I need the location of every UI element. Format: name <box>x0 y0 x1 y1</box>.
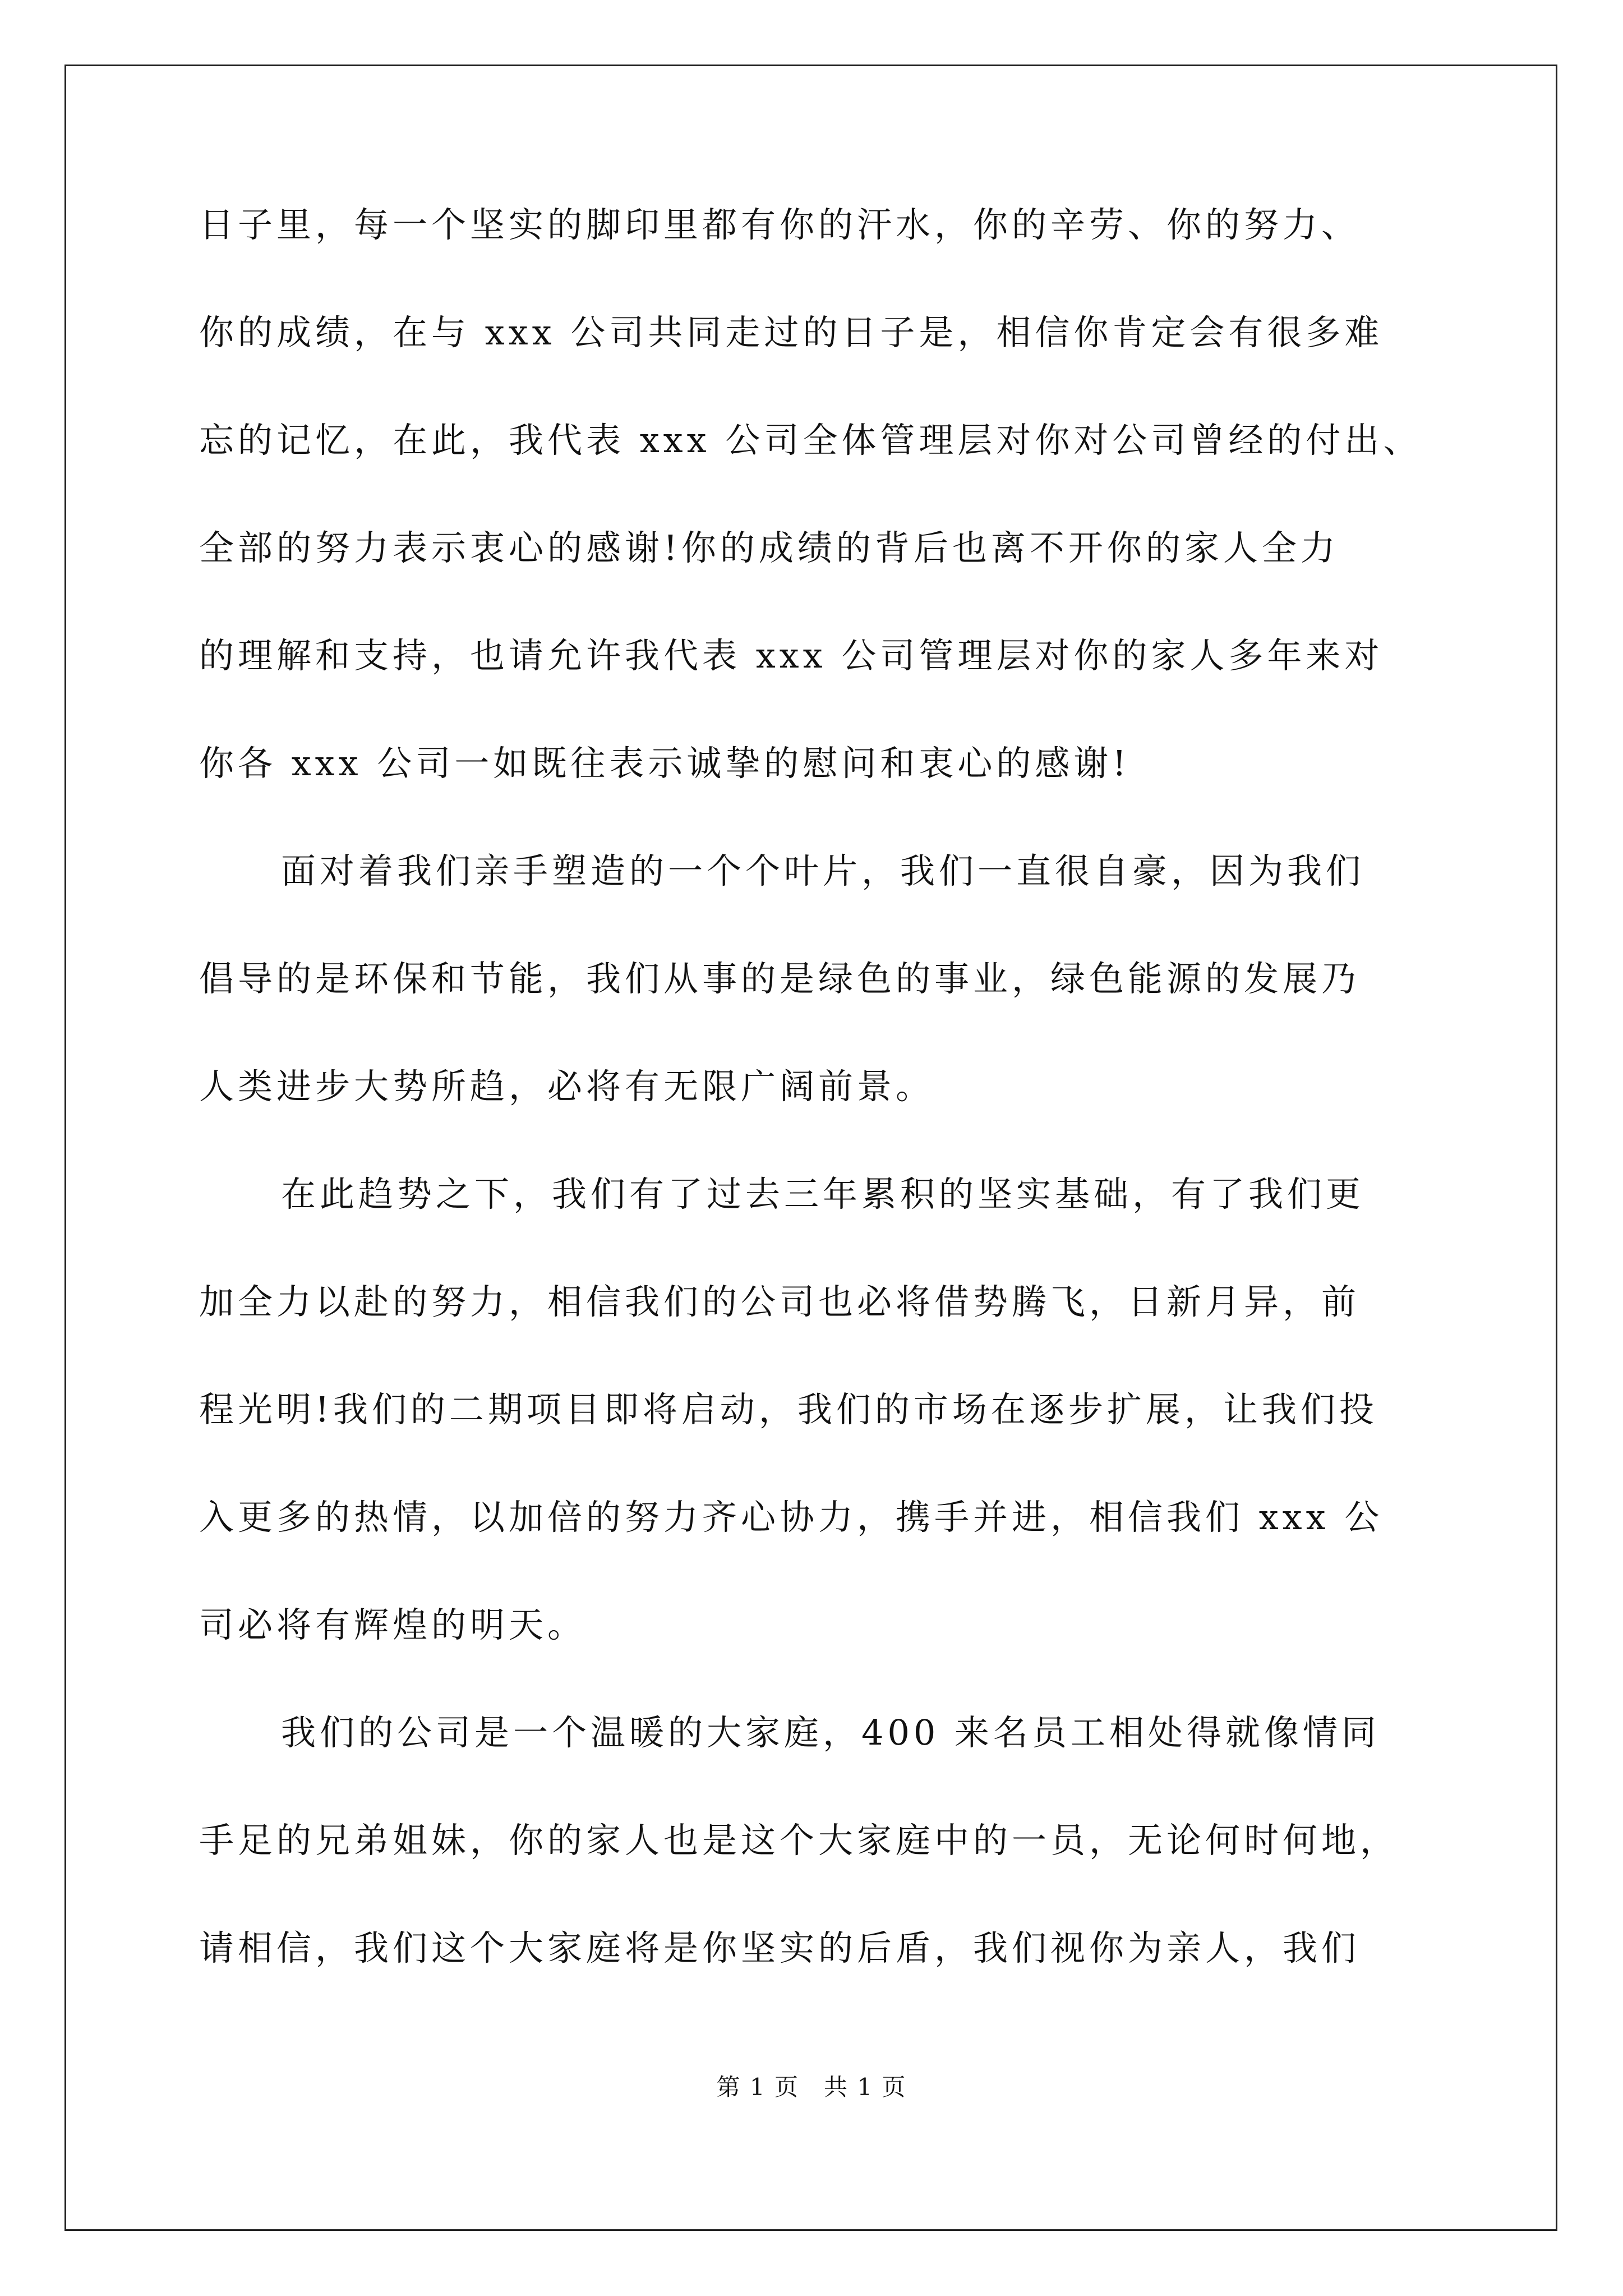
text-line: 程光明!我们的二期项目即将启动，我们的市场在逐步扩展，让我们投 <box>199 1389 1378 1430</box>
text-line: 的理解和支持，也请允许我代表 xxx 公司管理层对你的家人多年来对 <box>199 635 1384 676</box>
text-line: 手足的兄弟姐妹，你的家人也是这个大家庭中的一员，无论何时何地， <box>199 1820 1399 1861</box>
document-body <box>199 205 1455 2036</box>
text-line: 你各 xxx 公司一如既往表示诚挚的慰问和衷心的感谢! <box>199 743 1131 784</box>
text-line: 日子里，每一个坚实的脚印里都有你的汗水，你的辛劳、你的努力、 <box>199 204 1361 245</box>
text-line: 加全力以赴的努力，相信我们的公司也必将借势腾飞，日新月异，前 <box>199 1281 1361 1322</box>
text-line: 在此趋势之下，我们有了过去三年累积的坚实基础，有了我们更 <box>281 1174 1365 1214</box>
text-line: 我们的公司是一个温暖的大家庭，400 来名员工相处得就像情同 <box>281 1712 1381 1753</box>
text-line: 请相信，我们这个大家庭将是你坚实的后盾，我们视你为亲人，我们 <box>199 1927 1361 1968</box>
text-line: 你的成绩，在与 xxx 公司共同走过的日子是，相信你肯定会有很多难 <box>199 312 1384 353</box>
text-line: 忘的记忆，在此，我代表 xxx 公司全体管理层对你对公司曾经的付出、 <box>199 420 1422 461</box>
text-line: 入更多的热情，以加倍的努力齐心协力，携手并进，相信我们 xxx 公 <box>199 1497 1384 1538</box>
text-line: 倡导的是环保和节能，我们从事的是绿色的事业，绿色能源的发展乃 <box>199 958 1361 999</box>
text-line: 全部的努力表示衷心的感谢!你的成绩的背后也离不开你的家人全力 <box>199 527 1339 568</box>
text-line: 司必将有辉煌的明天。 <box>199 1604 587 1645</box>
text-line: 面对着我们亲手塑造的一个个叶片，我们一直很自豪，因为我们 <box>281 850 1365 891</box>
text-line: 人类进步大势所趋，必将有无限广阔前景。 <box>199 1066 935 1107</box>
page-footer: 第 1 页 共 1 页 <box>716 2073 907 2101</box>
